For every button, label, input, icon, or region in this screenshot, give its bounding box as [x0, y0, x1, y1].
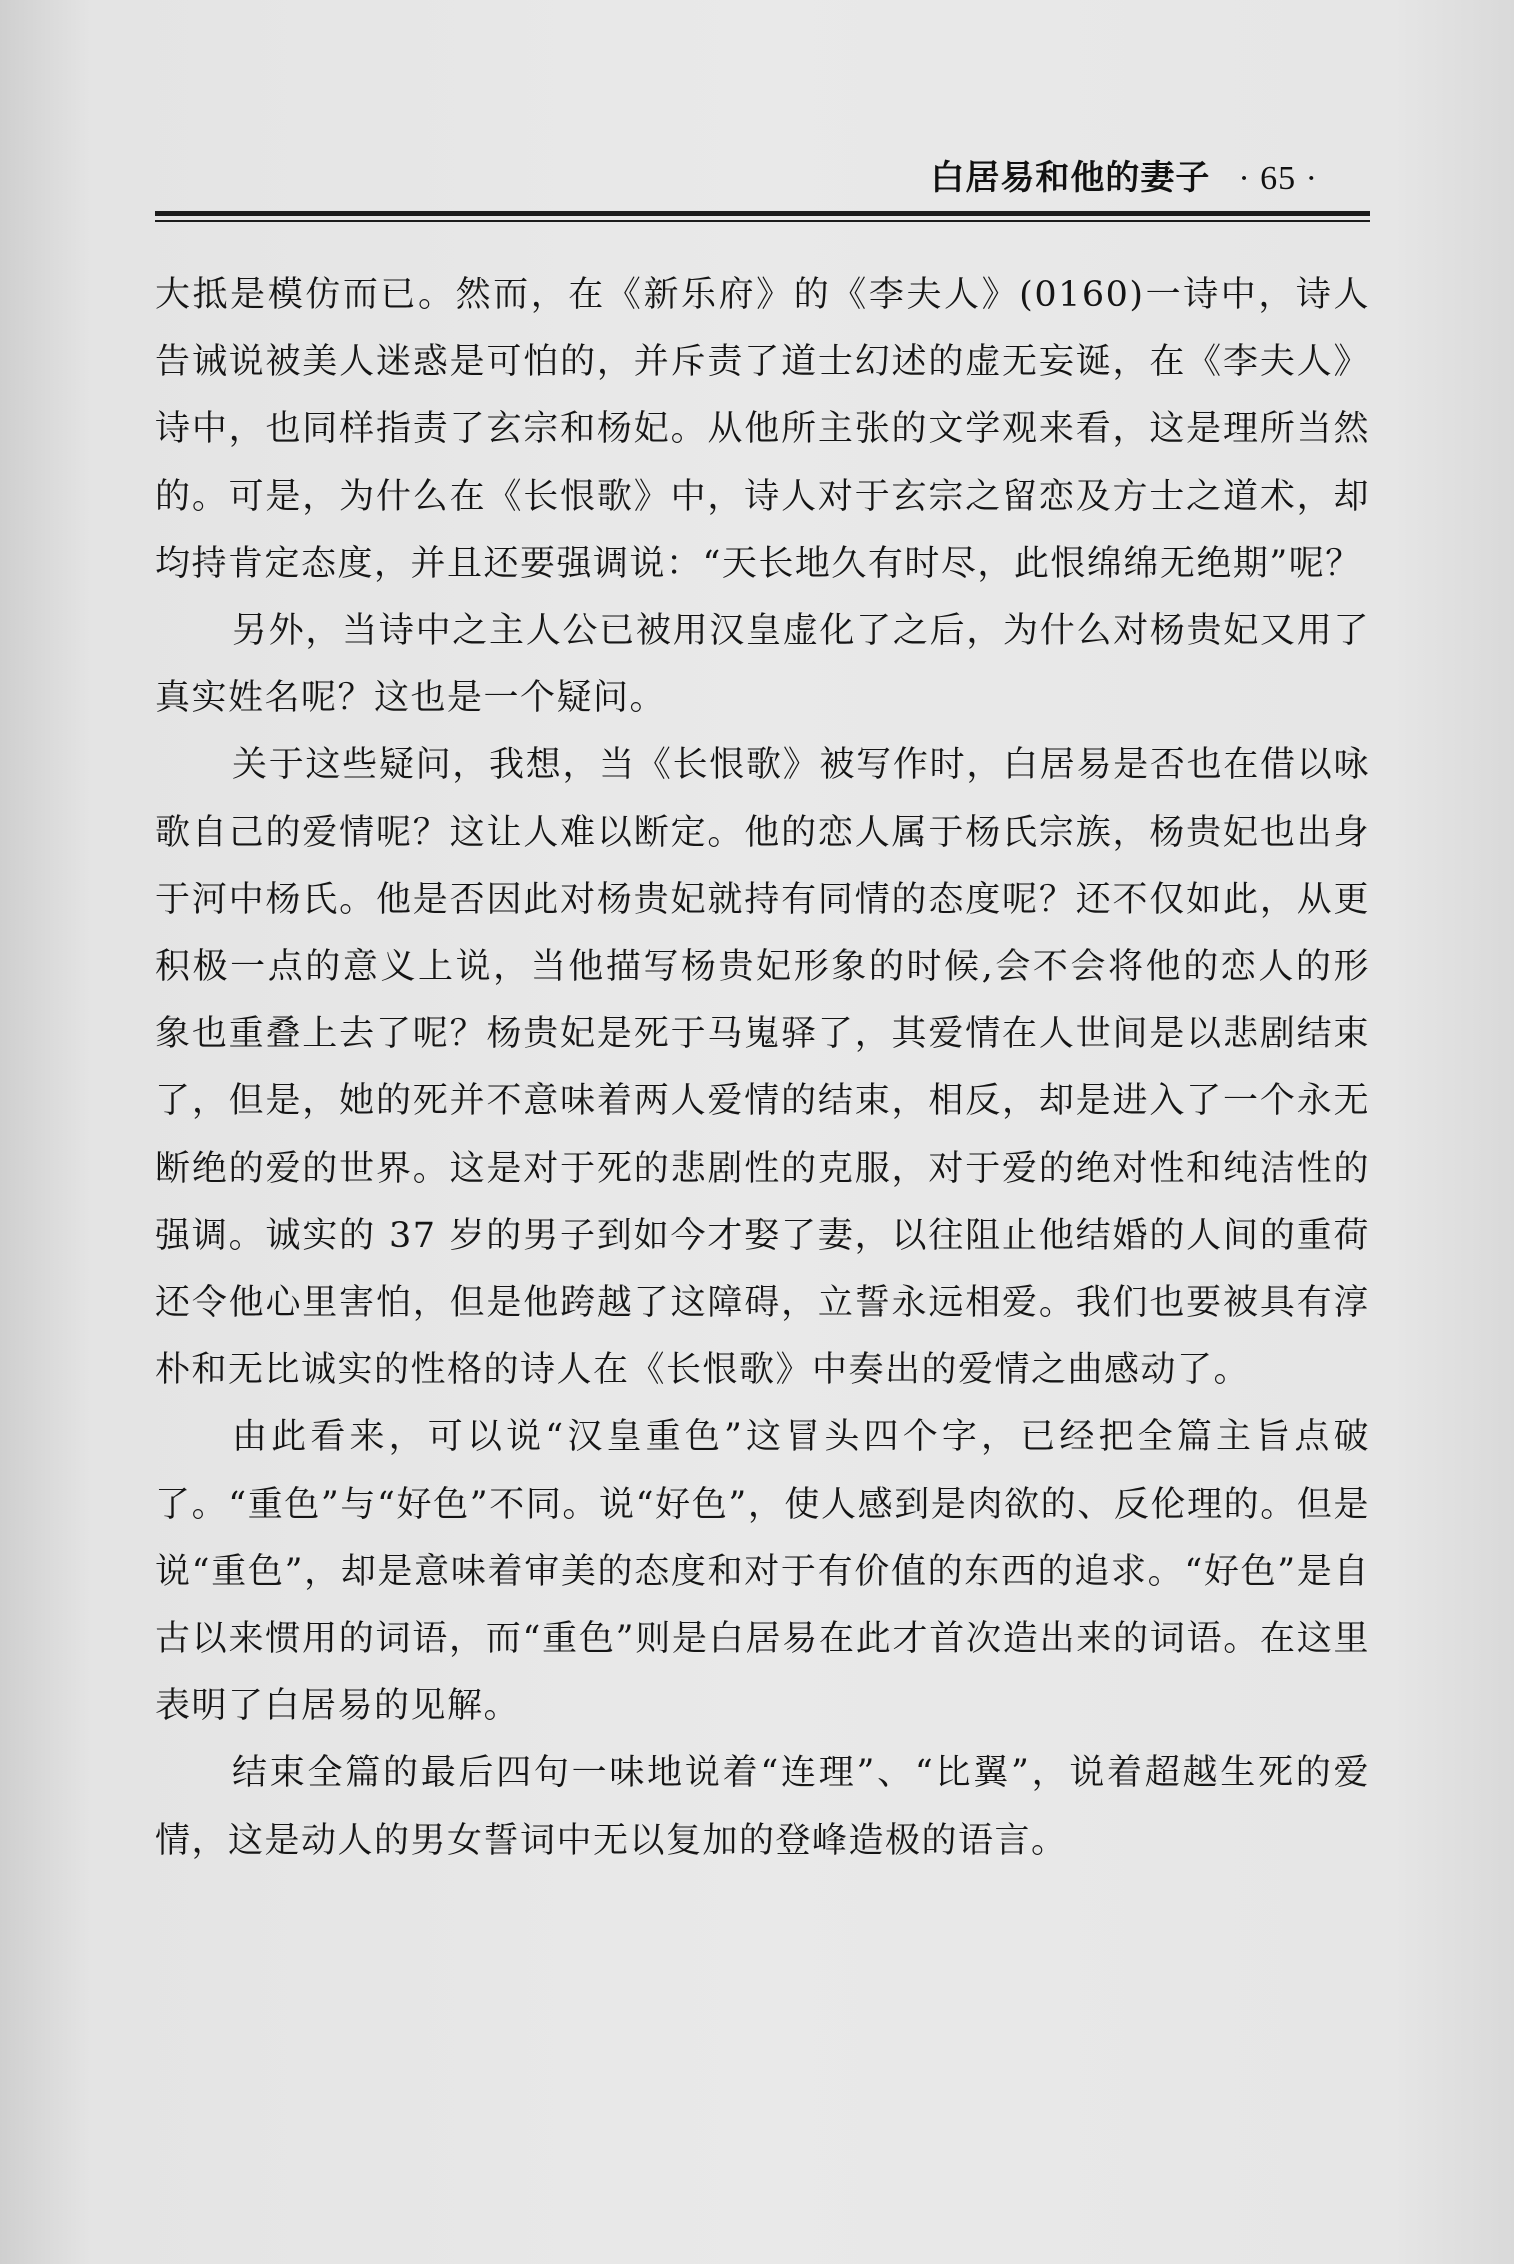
page-number: · 65 ·	[1238, 160, 1318, 197]
body-text	[155, 262, 1370, 1875]
paragraph-3: 关于这些疑问，我想，当《长恨歌》被写作时，白居易是否也在借以咏歌自己的爱情呢？这让人难以断定。他的恋人属于杨氏宗族，杨贵妃也出身于河中杨氏。他是否因此对杨贵妃就持有同情的态度呢？还不仅如此，从更积极一点的意义上说，当他描写杨贵妃形象的时候,会不会将他的恋人的形象也重叠上去了呢？杨贵妃是死于马嵬驿了，其爱情在人世间是以悲剧结束了，但是，她的死并不意味着两人爱情的结束，相反，却是进入了一个永无断绝的爱的世界。这是对于死的悲剧性的克服，对于爱的绝对性和纯洁性的强调。诚实的 37 岁的男子到如今才娶了妻，以往阻止他结婚的人间的重荷还令他心里害怕，但是他跨越了这障碍，立誓永远相爱。我们也要被具有淳朴和无比诚实的性格的诗人在《长恨歌》中奏出的爱情之曲感动了。	[155, 745, 1370, 1391]
paragraph-2: 另外，当诗中之主人公已被用汉皇虚化了之后，为什么对杨贵妃又用了真实姓名呢？这也是一个疑问。	[155, 611, 1370, 719]
paragraph-4: 由此看来，可以说“汉皇重色”这冒头四个字，已经把全篇主旨点破了。“重色”与“好色”不同。说“好色”，使人感到是肉欲的、反伦理的。但是说“重色”，却是意味着审美的态度和对于有价值的东西的追求。“好色”是自古以来惯用的词语，而“重色”则是白居易在此才首次造出来的词语。在这里表明了白居易的见解。	[155, 1417, 1370, 1727]
header-rule-thin	[155, 220, 1370, 222]
paragraph-1: 大抵是模仿而已。然而，在《新乐府》的《李夫人》(0160)一诗中，诗人告诫说被美人迷惑是可怕的，并斥责了道士幻述的虚无妄诞，在《李夫人》诗中，也同样指责了玄宗和杨妃。从他所主张的文学观来看，这是理所当然的。可是，为什么在《长恨歌》中，诗人对于玄宗之留恋及方士之道术，却均持肯定态度，并且还要强调说：“天长地久有时尽，此恨绵绵无绝期”呢？	[155, 275, 1370, 584]
running-head	[930, 150, 1318, 199]
paragraph-5: 结束全篇的最后四句一味地说着“连理”、“比翼”，说着超越生死的爱情，这是动人的男女誓词中无以复加的登峰造极的语言。	[155, 1753, 1370, 1861]
header-rule-thick	[155, 211, 1370, 216]
chapter-title: 白居易和他的妻子	[930, 158, 1211, 198]
